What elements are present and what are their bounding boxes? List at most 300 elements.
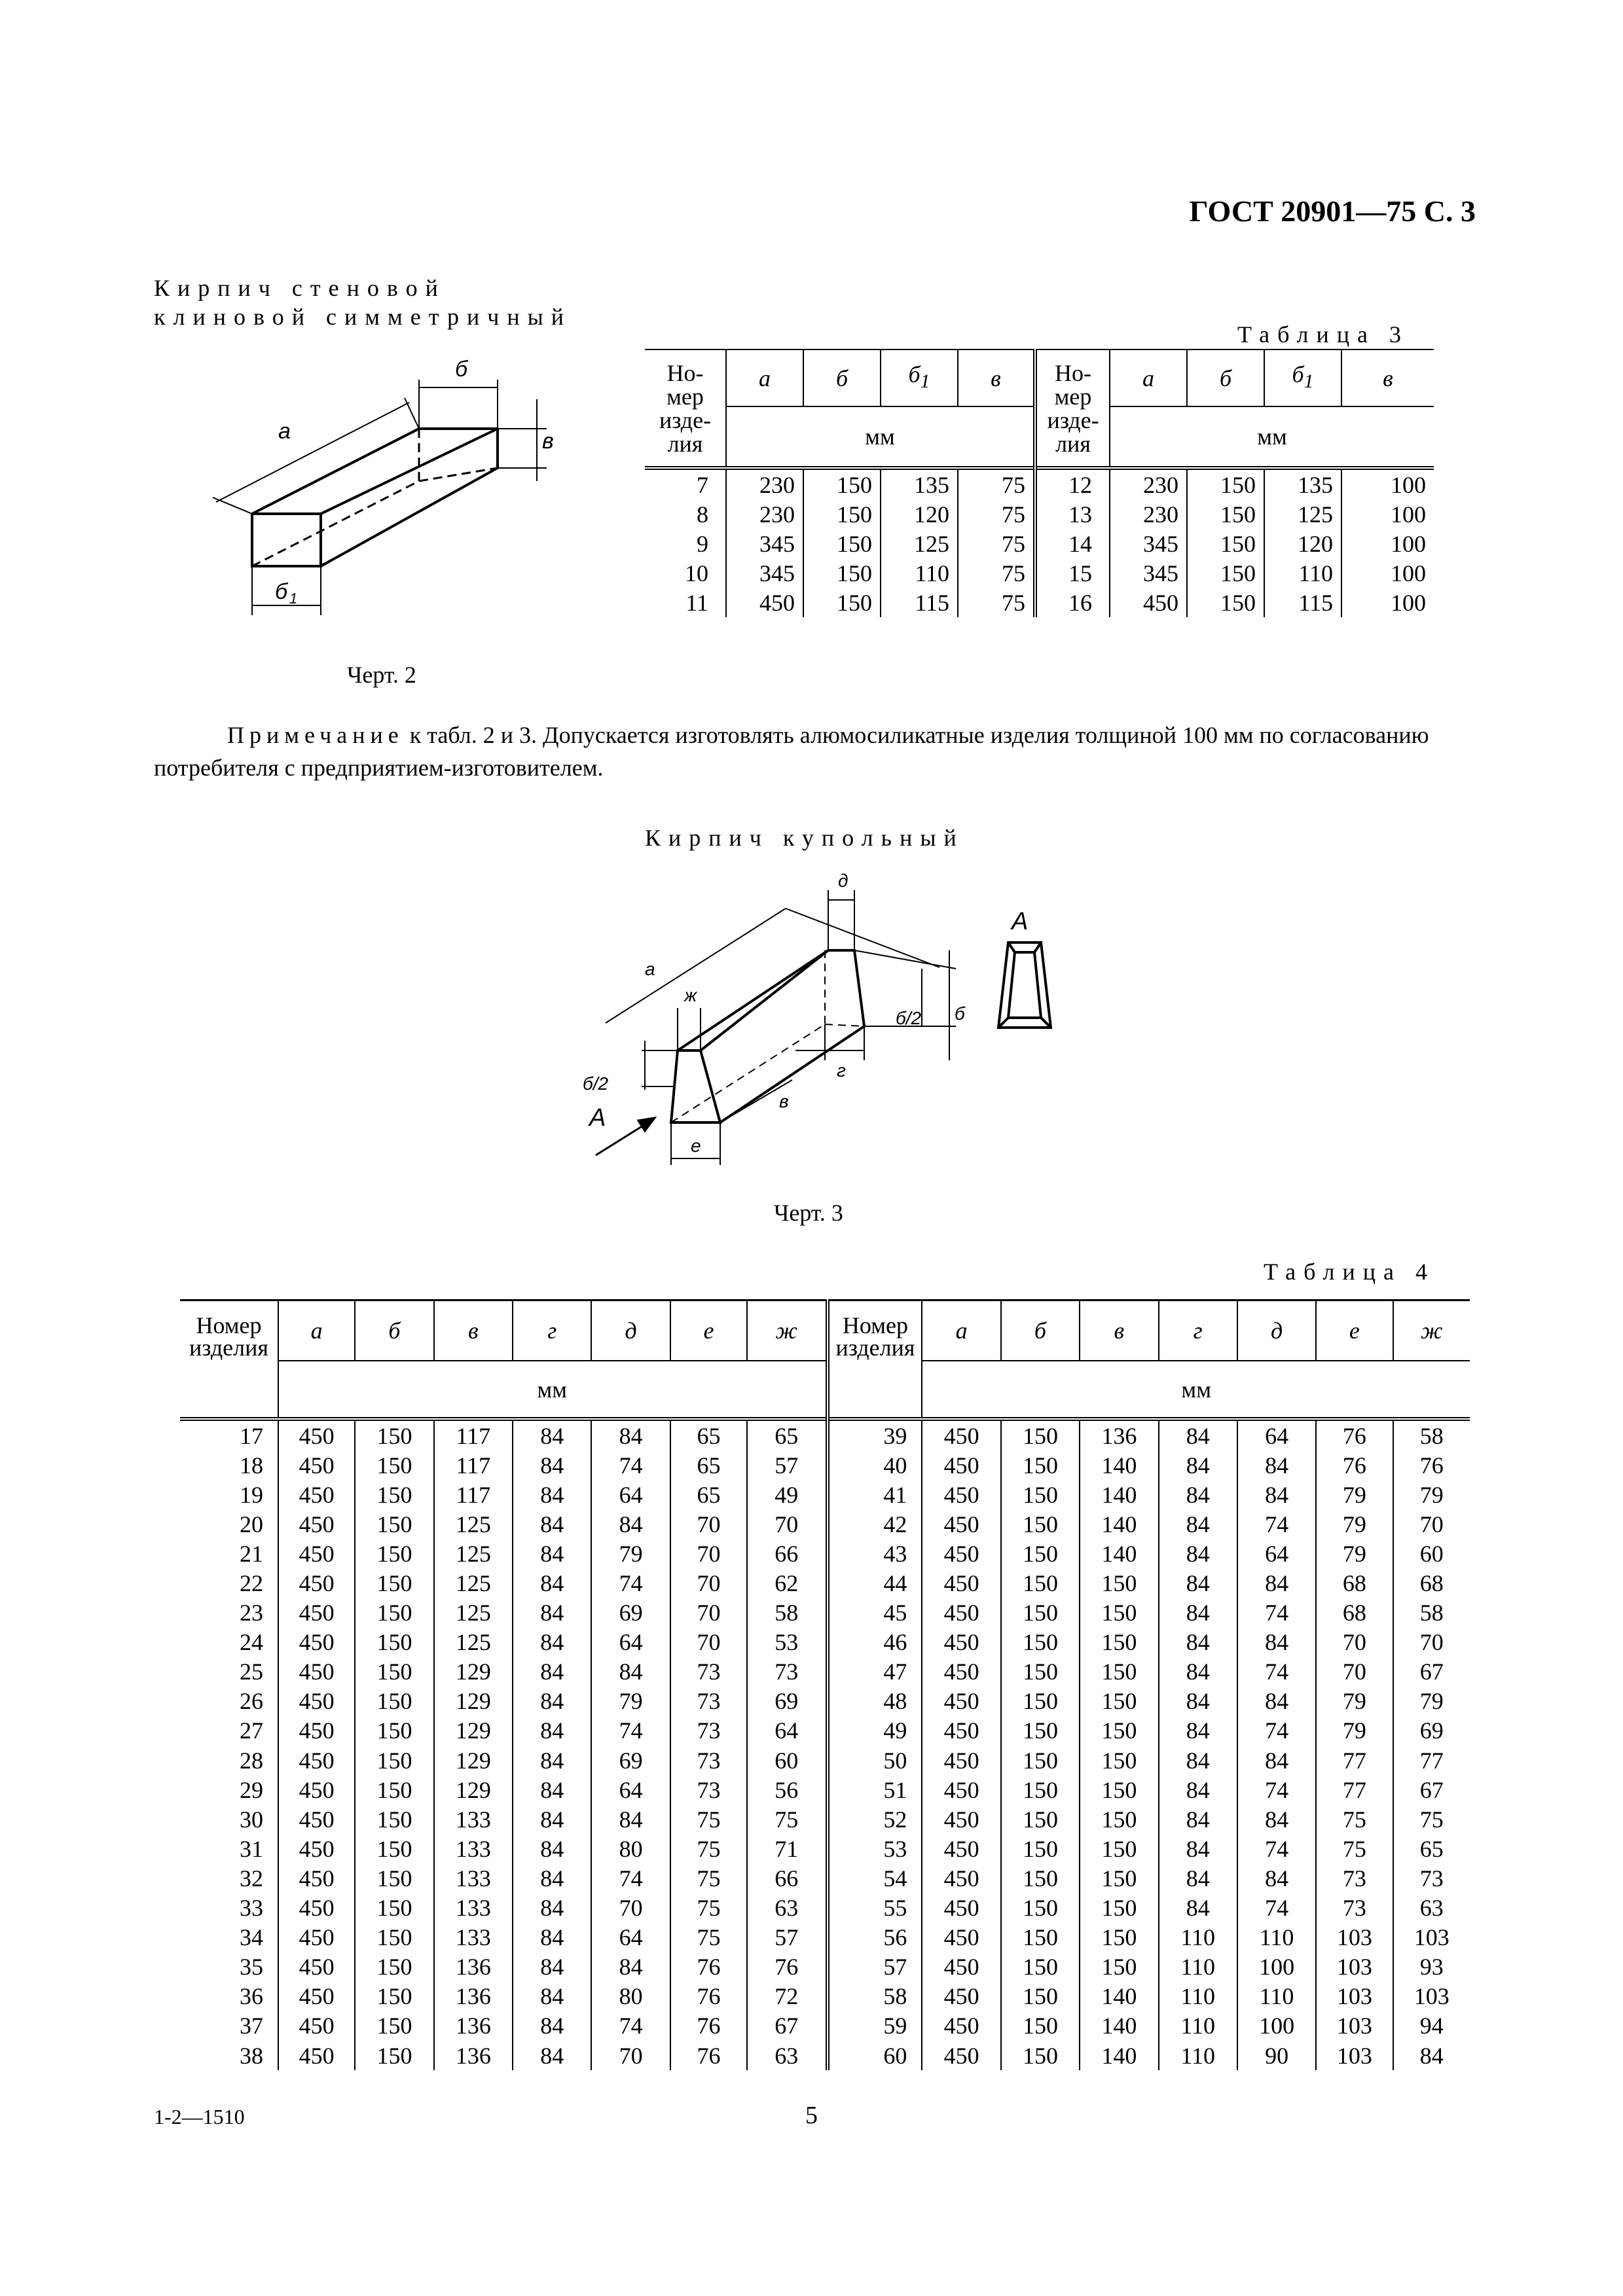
table4-cell: 94 bbox=[1393, 2011, 1470, 2041]
table4-cell: 450 bbox=[278, 1480, 355, 1509]
table4-cell: 66 bbox=[747, 1539, 827, 1568]
table3-cell: 75 bbox=[958, 529, 1035, 558]
table4-cell: 150 bbox=[1001, 1657, 1080, 1687]
table4-cell: 150 bbox=[1080, 1628, 1158, 1657]
table4-cell: 125 bbox=[434, 1539, 513, 1568]
table3-cell: 115 bbox=[881, 588, 958, 617]
table4-cell: 150 bbox=[1080, 1598, 1158, 1628]
table3-cell: 450 bbox=[1110, 588, 1187, 617]
footer-code: 1-2—1510 bbox=[154, 2105, 245, 2128]
table3-cell: 7 bbox=[645, 468, 726, 499]
table3-cell: 9 bbox=[697, 530, 708, 557]
table4-cell: 53 bbox=[747, 1628, 827, 1657]
table4-header-col: ж bbox=[747, 1300, 827, 1361]
table3-cell: 110 bbox=[881, 558, 958, 588]
table4-cell: 450 bbox=[922, 1952, 1000, 1982]
table3-cell: 230 bbox=[726, 499, 803, 529]
table4-header-col-2: а bbox=[922, 1300, 1000, 1361]
table4-cell: 84 bbox=[1237, 1480, 1316, 1509]
table4-cell: 41 bbox=[828, 1480, 922, 1509]
table3-cell: 14 bbox=[1035, 529, 1110, 558]
table4-cell: 129 bbox=[434, 1687, 513, 1716]
table4-cell: 74 bbox=[591, 1716, 670, 1746]
table4-cell: 450 bbox=[278, 1952, 355, 1982]
table4-cell: 450 bbox=[922, 1419, 1000, 1450]
table3-unit: мм bbox=[726, 406, 1035, 468]
table4-cell: 450 bbox=[278, 1716, 355, 1746]
table4-row bbox=[180, 1598, 1470, 1628]
table4-cell: 64 bbox=[591, 1775, 670, 1804]
table4-cell: 76 bbox=[670, 2041, 747, 2070]
table4-cell: 62 bbox=[747, 1568, 827, 1598]
brick-wedge-drawing bbox=[196, 340, 563, 641]
table4-cell: 73 bbox=[670, 1775, 747, 1804]
table4-cell: 110 bbox=[1159, 2041, 1237, 2070]
table4-cell: 450 bbox=[922, 1568, 1000, 1598]
table4-cell: 103 bbox=[1316, 2011, 1393, 2041]
table4-cell: 129 bbox=[434, 1775, 513, 1804]
table3-cell: 120 bbox=[1264, 529, 1341, 558]
table4-cell: 68 bbox=[1393, 1568, 1470, 1598]
table4-cell: 73 bbox=[1316, 1893, 1393, 1923]
table4-cell: 57 bbox=[747, 1923, 827, 1952]
page-number: 5 bbox=[805, 2102, 818, 2129]
table4-cell: 84 bbox=[513, 1480, 591, 1509]
table3-cell: 150 bbox=[1187, 468, 1264, 499]
table4-header-col: а bbox=[278, 1300, 355, 1361]
table4-cell: 69 bbox=[591, 1746, 670, 1775]
table4-cell: 110 bbox=[1159, 1923, 1237, 1952]
table4-cell: 150 bbox=[355, 1539, 433, 1568]
table4-cell: 150 bbox=[1001, 1419, 1080, 1450]
table4-cell: 51 bbox=[828, 1775, 922, 1804]
table4-row bbox=[180, 1746, 1470, 1775]
table4-cell: 84 bbox=[513, 1628, 591, 1657]
table4-header-num-2: Номер изделия bbox=[828, 1300, 922, 1420]
table4-cell: 150 bbox=[355, 1419, 433, 1450]
table4-cell: 38 bbox=[239, 2042, 263, 2069]
table4-cell: 36 bbox=[239, 1983, 263, 2010]
table4-cell: 48 bbox=[828, 1687, 922, 1716]
table4-cell: 84 bbox=[513, 1893, 591, 1923]
table4-cell: 68 bbox=[1316, 1598, 1393, 1628]
table4-cell: 73 bbox=[670, 1716, 747, 1746]
table4-cell: 84 bbox=[513, 1775, 591, 1804]
table4-cell: 79 bbox=[591, 1687, 670, 1716]
table4-cell: 84 bbox=[513, 1657, 591, 1687]
table4-cell: 150 bbox=[1080, 1923, 1158, 1952]
table4-cell: 150 bbox=[1001, 1480, 1080, 1509]
table4-row bbox=[180, 1480, 1470, 1509]
table3-header-v-2: в bbox=[1341, 350, 1434, 406]
table4-cell: 150 bbox=[1001, 1598, 1080, 1628]
dim-label-g: г bbox=[837, 1060, 846, 1081]
dim-label-b1: б bbox=[275, 579, 288, 604]
table4-cell: 150 bbox=[1080, 1834, 1158, 1863]
dome-brick-drawing bbox=[563, 864, 1054, 1178]
table4-cell: 76 bbox=[670, 2011, 747, 2041]
table4-cell: 70 bbox=[670, 1628, 747, 1657]
table4-header-col: б bbox=[355, 1300, 433, 1361]
table4-cell: 77 bbox=[1316, 1746, 1393, 1775]
table4-cell: 140 bbox=[1080, 1539, 1158, 1568]
table3-header-a: а bbox=[726, 350, 803, 406]
table4-cell: 150 bbox=[1001, 1804, 1080, 1834]
table3-cell: 135 bbox=[1264, 468, 1341, 499]
table4-cell: 20 bbox=[239, 1511, 263, 1537]
table4-cell: 150 bbox=[355, 1746, 433, 1775]
table4-cell: 75 bbox=[1316, 1804, 1393, 1834]
table4-cell: 150 bbox=[355, 1923, 433, 1952]
table4-row bbox=[180, 1952, 1470, 1982]
dim-label-v: в bbox=[542, 429, 554, 454]
table4-cell: 450 bbox=[922, 1893, 1000, 1923]
table4-cell: 84 bbox=[1159, 1775, 1237, 1804]
table3-cell: 12 bbox=[1035, 468, 1110, 499]
table4-cell: 73 bbox=[670, 1746, 747, 1775]
table4-cell: 80 bbox=[591, 1982, 670, 2011]
table4-cell: 57 bbox=[747, 1450, 827, 1480]
table4-cell: 450 bbox=[922, 1716, 1000, 1746]
table4-cell: 63 bbox=[1393, 1893, 1470, 1923]
table3-row bbox=[645, 529, 1434, 558]
table4-cell: 136 bbox=[434, 1952, 513, 1982]
table3-cell: 150 bbox=[1187, 499, 1264, 529]
table4-cell: 64 bbox=[1237, 1539, 1316, 1568]
table4-cell: 84 bbox=[1159, 1568, 1237, 1598]
table4-cell: 150 bbox=[355, 1628, 433, 1657]
table4-cell: 150 bbox=[1001, 1775, 1080, 1804]
table4-cell: 71 bbox=[747, 1834, 827, 1863]
table4-cell: 65 bbox=[670, 1419, 747, 1450]
table4-cell: 150 bbox=[355, 1804, 433, 1834]
table4-cell: 42 bbox=[828, 1509, 922, 1539]
table4-cell: 450 bbox=[278, 1775, 355, 1804]
table3-cell: 100 bbox=[1341, 558, 1434, 588]
table4-cell: 70 bbox=[591, 2041, 670, 2070]
table4-cell: 129 bbox=[434, 1657, 513, 1687]
table4-cell: 69 bbox=[591, 1598, 670, 1628]
table4-cell: 450 bbox=[278, 1509, 355, 1539]
table3-header-a-2: а bbox=[1110, 350, 1187, 406]
table4-cell: 117 bbox=[434, 1480, 513, 1509]
table4-cell: 75 bbox=[670, 1923, 747, 1952]
table3-row bbox=[645, 468, 1434, 499]
table4-cell: 40 bbox=[828, 1450, 922, 1480]
table4-row bbox=[180, 1419, 1470, 1450]
table3-unit-2: мм bbox=[1110, 406, 1434, 468]
table4-cell: 33 bbox=[239, 1895, 263, 1922]
table4-cell: 84 bbox=[1159, 1539, 1237, 1568]
table4-cell: 450 bbox=[922, 1657, 1000, 1687]
table4-cell: 31 bbox=[239, 1835, 263, 1862]
table4-cell: 150 bbox=[1001, 1628, 1080, 1657]
table4-cell: 75 bbox=[670, 1893, 747, 1923]
table4-cell: 70 bbox=[1393, 1509, 1470, 1539]
table4-cell: 150 bbox=[355, 1716, 433, 1746]
table4-cell: 84 bbox=[1159, 1746, 1237, 1775]
table4-cell: 150 bbox=[355, 1775, 433, 1804]
table4-cell: 450 bbox=[922, 1628, 1000, 1657]
table4-cell: 84 bbox=[513, 1923, 591, 1952]
table4-cell: 79 bbox=[1316, 1716, 1393, 1746]
table4-cell: 450 bbox=[922, 2041, 1000, 2070]
table4-cell: 103 bbox=[1316, 1952, 1393, 1982]
table4-cell: 93 bbox=[1393, 1952, 1470, 1982]
table3-header-b1-2: $б_1$ bbox=[1264, 350, 1341, 406]
table4-cell: 84 bbox=[1237, 1687, 1316, 1716]
table3-cell: 15 bbox=[1035, 558, 1110, 588]
table4-cell: 64 bbox=[591, 1923, 670, 1952]
table4-cell: 67 bbox=[747, 2011, 827, 2041]
table4-cell: 65 bbox=[747, 1419, 827, 1450]
table4-cell: 65 bbox=[670, 1450, 747, 1480]
table4-cell: 84 bbox=[591, 1419, 670, 1450]
table4-cell: 110 bbox=[1159, 2011, 1237, 2041]
table4-cell: 450 bbox=[922, 1923, 1000, 1952]
table4-cell: 450 bbox=[922, 1509, 1000, 1539]
table4-cell: 150 bbox=[1001, 1834, 1080, 1863]
table4-cell: 53 bbox=[828, 1834, 922, 1863]
table4-cell: 84 bbox=[513, 1539, 591, 1568]
table4-header-col-2: в bbox=[1080, 1300, 1158, 1361]
table4-cell: 450 bbox=[922, 1775, 1000, 1804]
table4-row bbox=[180, 1568, 1470, 1598]
dim-label-a: а bbox=[645, 959, 655, 979]
table4-cell: 67 bbox=[1393, 1775, 1470, 1804]
table4-cell: 19 bbox=[239, 1481, 263, 1508]
table4-cell: 73 bbox=[1316, 1863, 1393, 1893]
table4-cell: 58 bbox=[1393, 1419, 1470, 1450]
table4-cell: 50 bbox=[828, 1746, 922, 1775]
dim-label-b-half-left: б/2 bbox=[583, 1073, 609, 1094]
table4-cell: 75 bbox=[1393, 1804, 1470, 1834]
table4-cell: 450 bbox=[922, 1687, 1000, 1716]
table3-title: Таблица 3 bbox=[1237, 321, 1409, 348]
table4-cell: 60 bbox=[747, 1746, 827, 1775]
table4-cell: 73 bbox=[1393, 1863, 1470, 1893]
table4-cell: 133 bbox=[434, 1893, 513, 1923]
table3-cell: 100 bbox=[1341, 529, 1434, 558]
table4-cell: 84 bbox=[591, 1952, 670, 1982]
table4-cell: 84 bbox=[513, 1834, 591, 1863]
table4-cell: 150 bbox=[1001, 2041, 1080, 2070]
table4-cell: 60 bbox=[828, 2041, 922, 2070]
table4-cell: 150 bbox=[1080, 1952, 1158, 1982]
table4-unit: мм bbox=[278, 1361, 828, 1419]
table3 bbox=[645, 349, 1434, 617]
table4-cell: 74 bbox=[1237, 1716, 1316, 1746]
table4-cell: 450 bbox=[278, 1923, 355, 1952]
dim-label-b-half: б/2 bbox=[896, 1008, 922, 1028]
table3-cell: 10 bbox=[685, 560, 708, 586]
table4-cell: 150 bbox=[1001, 1746, 1080, 1775]
table3-header-b1: $б_1$ bbox=[881, 350, 958, 406]
table4-cell: 74 bbox=[591, 2011, 670, 2041]
table4-cell: 64 bbox=[1237, 1419, 1316, 1450]
table4-cell: 32 bbox=[239, 1865, 263, 1892]
table4-cell: 77 bbox=[1393, 1746, 1470, 1775]
table4-cell: 79 bbox=[1393, 1687, 1470, 1716]
table4-cell: 150 bbox=[355, 1450, 433, 1480]
table3-cell: 75 bbox=[958, 499, 1035, 529]
table4-row bbox=[180, 1863, 1470, 1893]
table4-cell: 100 bbox=[1237, 2011, 1316, 2041]
table4-cell: 75 bbox=[670, 1804, 747, 1834]
table4-cell: 136 bbox=[434, 2011, 513, 2041]
table4-cell: 450 bbox=[278, 1568, 355, 1598]
table4-cell: 117 bbox=[434, 1450, 513, 1480]
table4-cell: 24 bbox=[239, 1629, 263, 1656]
table4-cell: 150 bbox=[355, 1687, 433, 1716]
table4-cell: 450 bbox=[922, 1746, 1000, 1775]
table4-cell: 136 bbox=[434, 2041, 513, 2070]
table4-cell: 150 bbox=[1001, 1509, 1080, 1539]
table4-cell: 84 bbox=[1159, 1863, 1237, 1893]
table4-cell: 72 bbox=[747, 1982, 827, 2011]
table4-cell: 84 bbox=[513, 1746, 591, 1775]
table4-cell: 79 bbox=[1316, 1539, 1393, 1568]
table4-cell: 45 bbox=[828, 1598, 922, 1628]
table4-cell: 140 bbox=[1080, 2041, 1158, 2070]
dim-label-b: б bbox=[955, 1003, 965, 1024]
table4-cell: 84 bbox=[1159, 1893, 1237, 1923]
table4-cell: 133 bbox=[434, 1804, 513, 1834]
table4-cell: 150 bbox=[355, 1598, 433, 1628]
table4-cell: 75 bbox=[1316, 1834, 1393, 1863]
table4-cell: 70 bbox=[1316, 1657, 1393, 1687]
table4-cell: 79 bbox=[1316, 1509, 1393, 1539]
table4-cell: 150 bbox=[355, 2011, 433, 2041]
table4-cell: 76 bbox=[670, 1952, 747, 1982]
table4-cell: 150 bbox=[355, 1893, 433, 1923]
section-title-wall-line1: Кирпич стеновой bbox=[154, 275, 446, 301]
table4-cell: 150 bbox=[1001, 1568, 1080, 1598]
note-text: к табл. 2 и 3. Допускается изготовлять алюмосиликатные изделия толщиной 100 мм по согласованию потребителя с предприятием-изготовителем. bbox=[154, 722, 1429, 781]
table4-cell: 52 bbox=[828, 1804, 922, 1834]
table4-cell: 150 bbox=[1080, 1568, 1158, 1598]
table4-cell: 150 bbox=[1080, 1657, 1158, 1687]
table4-cell: 44 bbox=[828, 1568, 922, 1598]
table4-cell: 79 bbox=[1316, 1480, 1393, 1509]
table4-header-col: г bbox=[513, 1300, 591, 1361]
table4-unit-2: мм bbox=[922, 1361, 1470, 1419]
table4-cell: 150 bbox=[355, 2041, 433, 2070]
table4-cell: 75 bbox=[747, 1804, 827, 1834]
table4-cell: 66 bbox=[747, 1863, 827, 1893]
table4-cell: 84 bbox=[1237, 1568, 1316, 1598]
table4-cell: 150 bbox=[355, 1480, 433, 1509]
table4-cell: 110 bbox=[1237, 1982, 1316, 2011]
table4-cell: 56 bbox=[747, 1775, 827, 1804]
table4-cell: 150 bbox=[1001, 1982, 1080, 2011]
table3-cell: 450 bbox=[726, 588, 803, 617]
table4-cell: 103 bbox=[1316, 2041, 1393, 2070]
table4-cell: 73 bbox=[747, 1657, 827, 1687]
table4-cell: 74 bbox=[1237, 1598, 1316, 1628]
table4-cell: 84 bbox=[1237, 1746, 1316, 1775]
table4-cell: 64 bbox=[591, 1480, 670, 1509]
table4-cell: 65 bbox=[670, 1480, 747, 1509]
table4-cell: 21 bbox=[239, 1540, 263, 1567]
table4-cell: 125 bbox=[434, 1628, 513, 1657]
table4-cell: 450 bbox=[278, 1834, 355, 1863]
table3-row bbox=[645, 588, 1434, 617]
table4-cell: 84 bbox=[513, 1598, 591, 1628]
table4-cell: 74 bbox=[1237, 1834, 1316, 1863]
table3-cell: 150 bbox=[803, 529, 881, 558]
table4-cell: 70 bbox=[670, 1568, 747, 1598]
table4-cell: 84 bbox=[513, 1804, 591, 1834]
table4-cell: 150 bbox=[1001, 1863, 1080, 1893]
table4-cell: 150 bbox=[1080, 1746, 1158, 1775]
table4-row bbox=[180, 1923, 1470, 1952]
table4-cell: 450 bbox=[922, 1804, 1000, 1834]
table3-row bbox=[645, 499, 1434, 529]
table4-cell: 450 bbox=[278, 1804, 355, 1834]
view-a-label: А bbox=[1012, 908, 1029, 935]
table4-cell: 79 bbox=[591, 1539, 670, 1568]
table3-cell: 150 bbox=[803, 558, 881, 588]
table4-header-col-2: д bbox=[1237, 1300, 1316, 1361]
table4-cell: 140 bbox=[1080, 1982, 1158, 2011]
table4-cell: 74 bbox=[1237, 1775, 1316, 1804]
table4-title: Таблица 4 bbox=[1264, 1259, 1435, 1285]
table4-row bbox=[180, 1539, 1470, 1568]
table3-cell: 13 bbox=[1035, 499, 1110, 529]
table4-cell: 84 bbox=[1159, 1716, 1237, 1746]
table3-cell: 11 bbox=[685, 589, 708, 616]
table4-cell: 150 bbox=[1001, 1450, 1080, 1480]
table4-cell: 76 bbox=[1316, 1450, 1393, 1480]
table4-cell: 84 bbox=[513, 1863, 591, 1893]
table4-cell: 150 bbox=[1080, 1687, 1158, 1716]
table4-cell: 150 bbox=[355, 1509, 433, 1539]
table4-cell: 150 bbox=[355, 1657, 433, 1687]
dim-label-zh: ж bbox=[684, 985, 697, 1005]
table4-cell: 84 bbox=[1237, 1450, 1316, 1480]
table4-cell: 30 bbox=[239, 1806, 263, 1833]
table4-cell: 49 bbox=[747, 1480, 827, 1509]
table4-cell: 70 bbox=[670, 1598, 747, 1628]
table4-cell: 29 bbox=[239, 1776, 263, 1803]
table3-cell: 115 bbox=[1264, 588, 1341, 617]
drawing2-caption: Черт. 2 bbox=[347, 662, 416, 688]
table4-cell: 450 bbox=[278, 2011, 355, 2041]
table4-cell: 58 bbox=[828, 1982, 922, 2011]
table4-row bbox=[180, 2041, 1470, 2070]
note-lead: Примечание bbox=[227, 722, 404, 748]
table4-row bbox=[180, 1982, 1470, 2011]
table4-header-col-2: е bbox=[1316, 1300, 1393, 1361]
table3-cell: 100 bbox=[1341, 468, 1434, 499]
table3-header-b: б bbox=[803, 350, 881, 406]
table4-cell: 74 bbox=[1237, 1509, 1316, 1539]
table3-cell: 75 bbox=[958, 588, 1035, 617]
table4-cell: 125 bbox=[434, 1509, 513, 1539]
table3-cell: 345 bbox=[1110, 558, 1187, 588]
table4-cell: 150 bbox=[355, 1568, 433, 1598]
table4-cell: 450 bbox=[278, 1419, 355, 1450]
table4-header-col: в bbox=[434, 1300, 513, 1361]
table3-cell: 150 bbox=[1187, 588, 1264, 617]
table4-cell: 84 bbox=[1237, 1804, 1316, 1834]
table4-cell: 80 bbox=[591, 1834, 670, 1863]
dim-label-e: е bbox=[691, 1136, 701, 1156]
table4-row bbox=[180, 1893, 1470, 1923]
table4-cell: 150 bbox=[1001, 1716, 1080, 1746]
table4-cell: 125 bbox=[434, 1598, 513, 1628]
